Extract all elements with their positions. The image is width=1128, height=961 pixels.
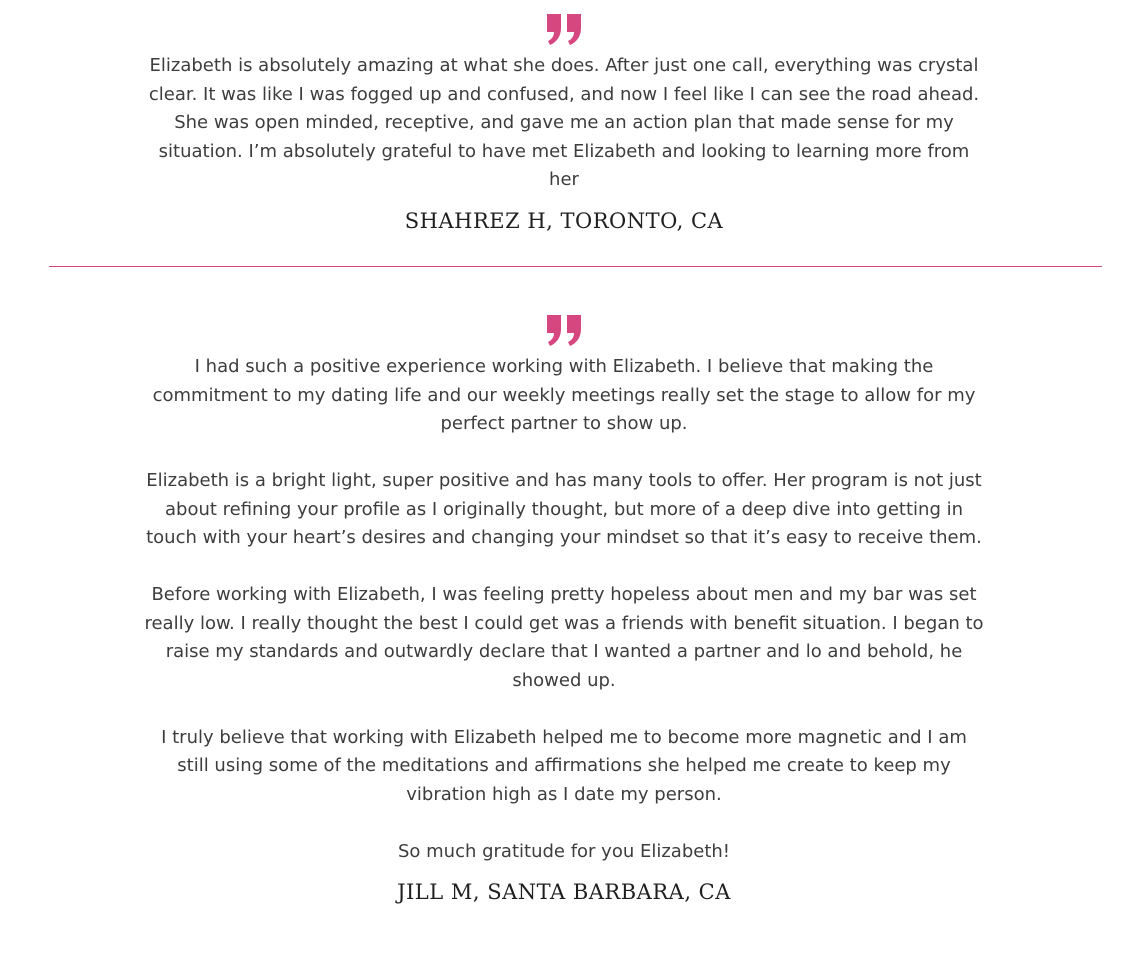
quote-icon: [546, 12, 582, 46]
testimonial-paragraph: I truly believe that working with Elizabeth helped me to become more magnetic and I am still using some of the meditations and affirmations she helped me create to keep my vibration high as I date my person.: [161, 726, 967, 805]
testimonial-author: JILL M, SANTA BARBARA, CA: [397, 880, 731, 904]
testimonial-paragraph: I had such a positive experience working with Elizabeth. I believe that making the commitment to my dating life and our weekly meetings really set the stage to allow for my perfect partner to show up.: [152, 356, 976, 434]
testimonial-paragraph: Elizabeth is a bright light, super positive and has many tools to offer. Her program is not just about refining your profile as I originally thought, but more of a deep dive into getting in touch with your heart’s desires and changing your mindset so that it’s easy to receive them.: [146, 470, 982, 548]
testimonial-shahrez: [0, 12, 1128, 233]
quote-icon: [546, 313, 582, 347]
testimonial-text: [144, 353, 984, 866]
testimonial-author: SHAHREZ H, TORONTO, CA: [404, 208, 724, 233]
section-divider: [49, 266, 1102, 267]
testimonial-paragraph: So much gratitude for you Elizabeth!: [397, 840, 731, 862]
testimonial-text: [144, 52, 984, 195]
testimonial-paragraph: Elizabeth is absolutely amazing at what she does. After just one call, everything was crystal clear. It was like I was fogged up and confused, and now I feel like I can see the road ahead. She was open minded, receptive, and gave me an action plan that made sense for my situation. I’m absolutely grateful to have met Elizabeth and looking to learning more from her: [148, 55, 980, 190]
testimonial-jill: [0, 313, 1128, 904]
testimonial-paragraph: Before working with Elizabeth, I was feeling pretty hopeless about men and my bar was set really low. I really thought the best I could get was a friends with benefit situation. I began to raise my standards and outwardly declare that I wanted a partner and lo and behold, he showed up.: [144, 584, 984, 691]
